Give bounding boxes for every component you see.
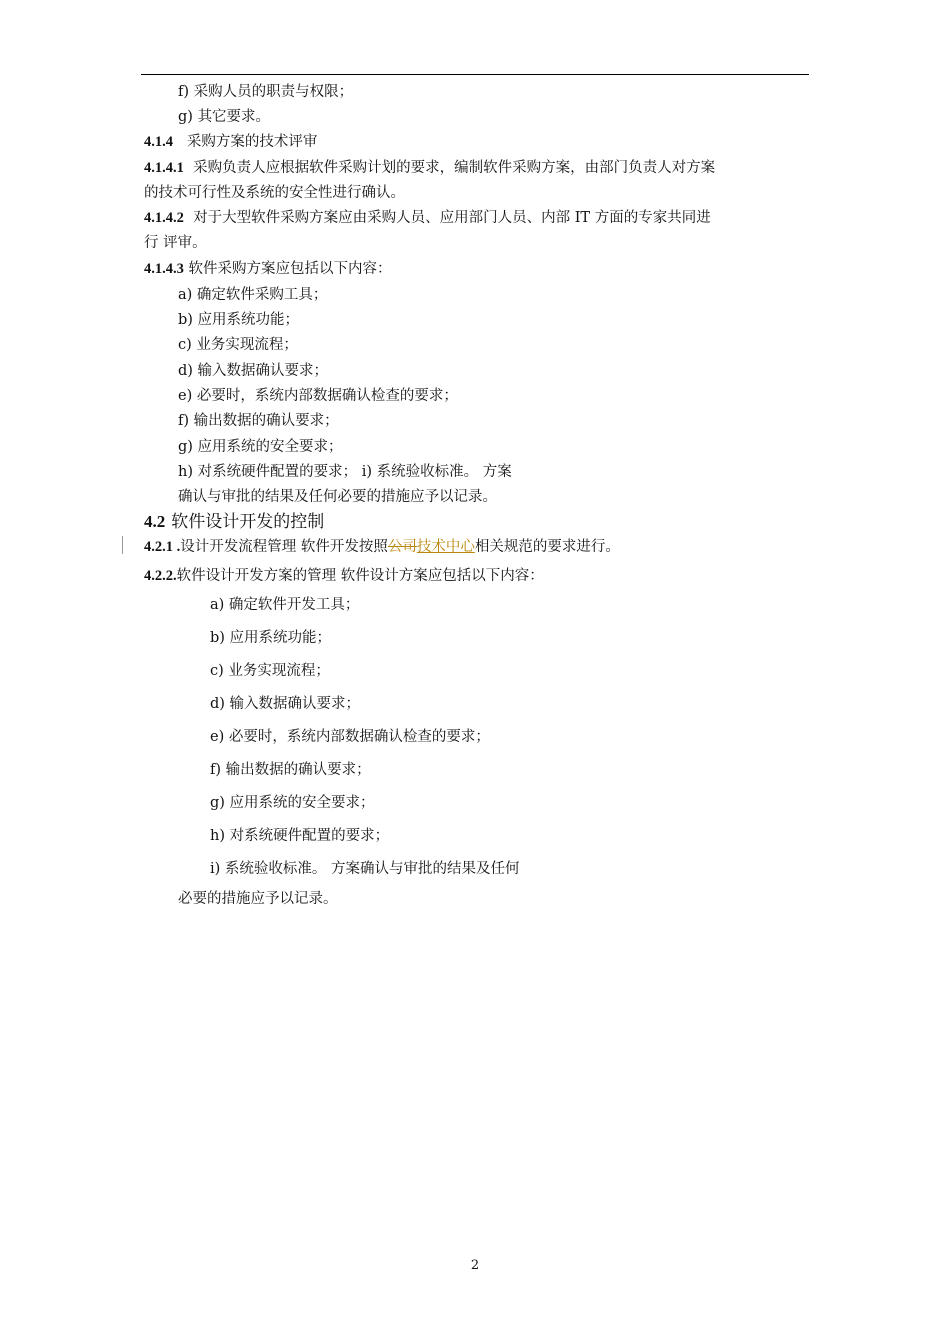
list2-item: b) 应用系统功能； [210,630,332,646]
list2-item: f) 输出数据的确认要求； [210,762,371,778]
section-4-2-heading: 4.2 软件设计开发的控制 [144,512,325,532]
list2-item: i) 系统验收标准。 方案确认与审批的结果及任何 [210,861,520,877]
list2-item: a) 确定软件开发工具； [210,597,360,613]
para-4-1-4-1-line2: 的技术可行性及系统的安全性进行确认。 [144,185,405,201]
list1-closing: 确认与审批的结果及任何必要的措施应予以记录。 [178,489,497,505]
list-item-g: g) 其它要求。 [178,109,271,125]
list1-item: e) 必要时，系统内部数据确认检查的要求； [178,388,458,404]
section-4-1-4: 4.1.4 采购方案的技术评审 [144,134,318,150]
para-4-2-1: 4.2.1 .设计开发流程管理 软件开发按照公司技术中心相关规范的要求进行。 [144,539,620,555]
revision-change-bar [122,536,123,554]
list1-item: h) 对系统硬件配置的要求； i) 系统验收标准。 方案 [178,464,512,480]
list1-item: b) 应用系统功能； [178,312,300,328]
closing-text: 必要的措施应予以记录。 [178,891,338,907]
para-4-2-2: 4.2.2.软件设计开发方案的管理 软件设计方案应包括以下内容： [144,568,544,584]
list2-item: d) 输入数据确认要求； [210,696,361,712]
page-number: 2 [470,1258,480,1273]
inserted-text: 技术中心 [416,539,475,555]
para-4-1-4-3: 4.1.4.3 软件采购方案应包括以下内容： [144,261,392,277]
list2-item: c) 业务实现流程； [210,663,330,679]
list1-item: f) 输出数据的确认要求； [178,413,339,429]
deleted-text: 公司 [387,539,417,555]
para-4-1-4-2-line2: 行 评审。 [144,235,207,251]
list2-item: h) 对系统硬件配置的要求； [210,828,390,844]
para-4-1-4-1-line1: 4.1.4.1 采购负责人应根据软件采购计划的要求，编制软件采购方案，由部门负责人对方案 [144,160,716,176]
list1-item: d) 输入数据确认要求； [178,363,329,379]
list-item-f: f) 采购人员的职责与权限； [178,84,354,100]
list2-item: e) 必要时，系统内部数据确认检查的要求； [210,729,490,745]
list2-item: g) 应用系统的安全要求； [210,795,375,811]
list1-item: a) 确定软件采购工具； [178,287,328,303]
list1-item: g) 应用系统的安全要求； [178,439,343,455]
list1-item: c) 业务实现流程； [178,337,298,353]
para-4-1-4-2-line1: 4.1.4.2 对于大型软件采购方案应由采购人员、应用部门人员、内部 IT 方面的专家共同进 [144,210,711,226]
header-rule [141,74,809,75]
